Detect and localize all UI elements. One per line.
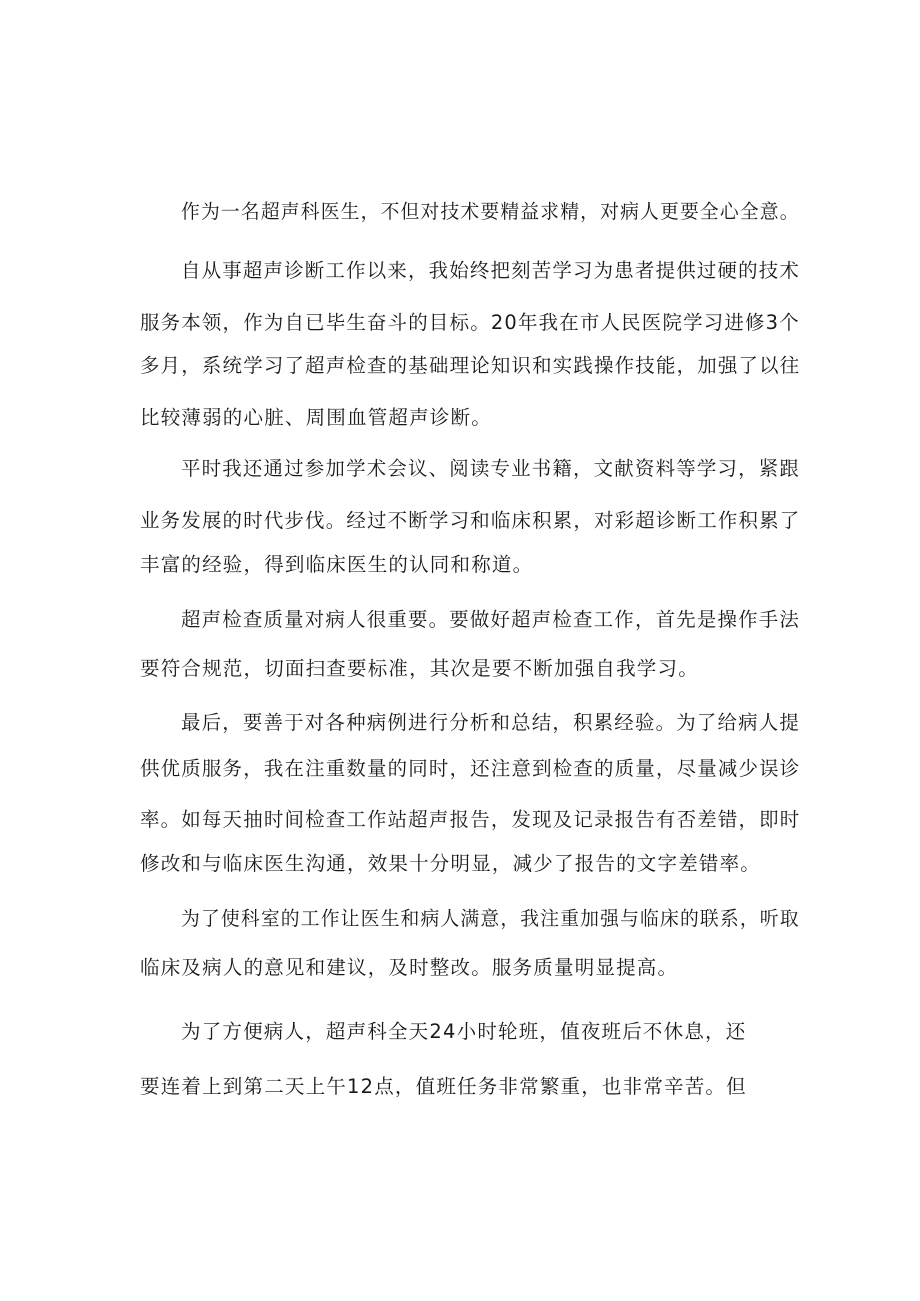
paragraph-5-line-3: 率。如每天抽时间检查工作站超声报告，发现及记录报告有否差错，即时 [140, 808, 801, 831]
paragraph-3-line-2: 业务发展的时代步伐。经过不断学习和临床积累，对彩超诊断工作积累了 [140, 509, 801, 532]
paragraph-4-line-1: 超声检查质量对病人很重要。要做好超声检查工作，首先是操作手法 [181, 608, 801, 631]
paragraph-5-line-2: 供优质服务，我在注重数量的同时，还注意到检查的质量，尽量减少误诊 [140, 757, 801, 780]
paragraph-2-line-1: 自从事超声诊断工作以来，我始终把刻苦学习为患者提供过硬的技术 [181, 259, 801, 282]
paragraph-6-line-2: 临床及病人的意见和建议，及时整改。服务质量明显提高。 [140, 956, 679, 979]
paragraph-5-line-1: 最后，要善于对各种病例进行分析和总结，积累经验。为了给病人提 [181, 711, 801, 734]
paragraph-6-line-1: 为了使科室的工作让医生和病人满意，我注重加强与临床的联系，听取 [181, 907, 800, 930]
paragraph-5-line-4: 修改和与临床医生沟通，效果十分明显，减少了报告的文字差错率。 [140, 852, 762, 875]
paragraph-4-line-2: 要符合规范，切面扫查要标准，其次是要不断加强自我学习。 [140, 657, 699, 680]
paragraph-3-line-3: 丰富的经验，得到临床医生的认同和称道。 [140, 553, 534, 576]
paragraph-2-line-2: 服务本领，作为自已毕生奋斗的目标。20年我在市人民医院学习进修3个 [140, 311, 800, 334]
paragraph-7-line-2: 要连着上到第二天上午12点，值班任务非常繁重，也非常辛苦。但 [140, 1075, 747, 1098]
paragraph-1-line-1: 作为一名超声科医生，不但对技术要精益求精，对病人更要全心全意。 [181, 200, 800, 223]
paragraph-7-line-1: 为了方便病人，超声科全天24小时轮班，值夜班后不休息，还 [181, 1020, 747, 1043]
paragraph-2-line-4: 比较薄弱的心脏、周围血管超声诊断。 [140, 406, 492, 429]
paragraph-3-line-1: 平时我还通过参加学术会议、阅读专业书籍，文献资料等学习，紧跟 [181, 457, 801, 480]
paragraph-2-line-3: 多月，系统学习了超声检查的基础理论知识和实践操作技能，加强了以往 [140, 354, 801, 377]
